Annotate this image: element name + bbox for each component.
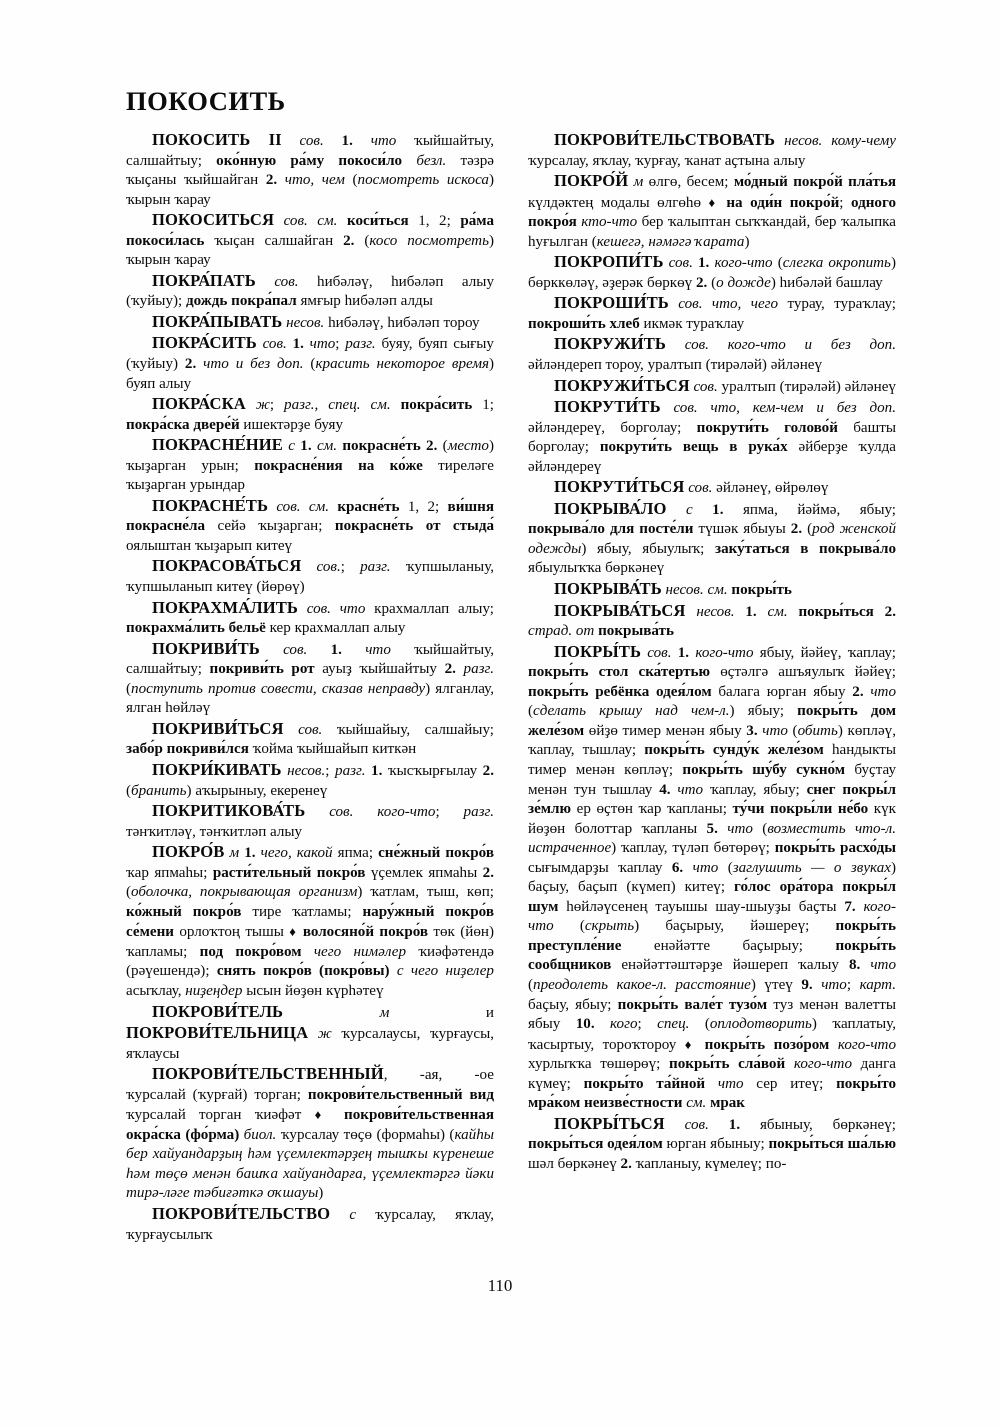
dictionary-entry: ПОКРАСОВА́ТЬСЯ сов.; разг. ҡупшыланыу, ҡупшыланып китеү (йөрөү) <box>126 556 495 596</box>
left-column <box>126 130 494 1270</box>
page-number: 110 <box>487 1276 513 1295</box>
dictionary-entry: ПОКРОВИ́ТЕЛЬСТВЕННЫЙ, -ая, -ое ҡурсалай (ҡурғай) торган; покрови́тельственный вид ҡурсалай торган ҡиәфәт ♦ покрови́тельственная окра́ска (фо́рма) биол. ҡурсалау төҫө (формаһы) (кайһы бер хайуандарҙың һәм үҫемлектәрҙең тышҡы күренеше һәм төҫө менән башҡа хайуандарға, үҫемлектәргә йәки тирә-ләге тәбиғәткә оҡшауы) <box>126 1064 495 1202</box>
dictionary-entry: ПОКРОВИ́ТЕЛЬСТВО с ҡурсалау, яҡлау, ҡурғаусылыҡ <box>126 1203 494 1243</box>
text-columns <box>126 130 896 1270</box>
dictionary-entry: ПОКРУТИ́ТЬ сов. что, кем-чем и без доп. әйләндереү, борголау; покрути́ть голово́й башты борголау; покрути́ть вещь в рука́х әйберҙе ҡулда әйләндереү <box>528 397 896 475</box>
dictionary-entry: ПОКОСИТЬСЯ сов. см. коси́ться 1, 2; ра́ма покоси́лась ҡыҫан салшайган 2. (косо посмотреть) ҡырын ҡарау <box>126 210 495 269</box>
dictionary-entry: ПОКРОПИ́ТЬ сов. 1. кого-что (слегка окропить) бөрккөләү, әҙерәк бөркөү 2. (о дожде) һибәләй башлау <box>528 252 896 291</box>
dictionary-entry: ПОКРИВИ́ТЬСЯ сов. ҡыйшайыу, салшайыу; забо́р покриви́лся ҡойма ҡыйшайып киткән <box>126 718 494 758</box>
dictionary-entry: ПОКРИ́КИВАТЬ несов.; разг. 1. ҡысҡырғылау 2. (бранить) аҡырыныу, екеренеү <box>126 759 494 799</box>
dictionary-entry: ПОКРУТИ́ТЬСЯ сов. әйләнеү, өйрөлөү <box>554 477 829 497</box>
dictionary-entry: ПОКРЫВА́ТЬ несов. см. покры́ть <box>554 579 792 599</box>
dictionary-entry: ПОКРЫ́ТЬСЯ сов. 1. ябыныу, бөркәнеү; покры́ться одея́лом юрган ябыныу; покры́ться ша́лью шәл бөркәнеү 2. ҡапланыу, күмелеү; по- <box>528 1113 897 1172</box>
dictionary-entry: ПОКРА́СИТЬ сов. 1. что; разг. буяу, буяп сығыу (ҡуйыу) 2. что и без доп. (красить некоторое время) буяп алыу <box>126 333 494 392</box>
dictionary-entry: ПОКРУЖИ́ТЬ сов. кого-что и без доп. әйләндереп тороу, уралтып (тирәләй) әйләнеү <box>528 334 896 374</box>
dictionary-entry: ПОКРОШИ́ТЬ сов. что, чего турау, тураҡлау; покроши́ть хлеб икмәк тураҡлау <box>528 293 896 332</box>
dictionary-entry: ПОКРУЖИ́ТЬСЯ сов. уралтып (тирәләй) әйләнеү <box>554 375 896 395</box>
dictionary-entry: ПОКРИВИ́ТЬ сов. 1. что ҡыйшайтыу, салшайтыу; покриви́ть рот ауыҙ ҡыйшайтыу 2. разг. (поступить против совести, сказав неправду) ялганлау, ялган һөйләү <box>126 638 494 717</box>
dictionary-entry: ПОКРЫ́ТЬ сов. 1. кого-что ябыу, йәйеү, ҡаплау; покры́ть стол ска́тертью өҫтәлгә ашъяулыҡ йәйеү; покры́ть ребёнка одея́лом балага юрган ябыу 2. что (сделать крышу над чем-л.) ябыу; покры́ть дом желе́зом өйҙө тимер менән ябыу 3. что (обить) көпләү, ҡаплау, тышлау; покры́ть сунду́к желе́зом һандыкты тимер менән көпләү; покры́ть шу́бу сукно́м буҫтау менән тун тышлау 4. что ҡаплау, ябыу; снег покры́л зе́млю ер өҫтөн ҡар ҡапланы; ту́чи покры́ли не́бо күк йөҙөн болоттар ҡапланы 5. что (возместить что-л. истраченное) ҡаплау, түләп бөтөрөү; покры́ть расхо́ды сығымдарҙы ҡаплау 6. что (заглушить — о звуках) баҫыу, баҫып (күмеп) китеү; го́лос ора́тора покры́л шум һөйләүсенең тауышы шау-шыуҙы баҫты 7. кого-что (скрыть) баҫырыу, йәшереү; покры́ть преступле́ние енәйәтте баҫырыу; покры́ть сообщников енәйәттәштәрҙе йәшереп ҡалыу 8. что (преодолеть какое-л. расстояние) үтеү 9. что; карт. баҫыу, ябыу; покры́ть вале́т тузо́м туз менән валетты ябыу 10. кого; спец. (оплодотворить) ҡаплатыу, ҡасыртыу, тороҡтороу ♦ покры́ть позо́ром кого-что хурлыҡҡа төшөрөү; покры́ть сла́вой кого-что данга күмеү; покры́то та́йной что сер итеү; покры́то мра́ком неизве́стности см. мрак <box>528 641 897 1112</box>
dictionary-entry: ПОКРА́ПАТЬ сов. һибәләү, һибәләп алыу (ҡуйыу); дождь покра́пал ямғыр һибәләп алды <box>126 270 494 310</box>
dictionary-entry: ПОКРОВИ́ТЕЛЬ м и ПОКРОВИ́ТЕЛЬНИЦА ж ҡурсалаусы, ҡурғаусы, яҡлаусы <box>126 1001 494 1062</box>
dictionary-entry: ПОКРА́ПЫВАТЬ несов. һибәләү, һибәләп тороу <box>152 311 480 331</box>
dictionary-entry: ПОКРАСНЕ́ТЬ сов. см. красне́ть 1, 2; ви́шня покрасне́ла сейә ҡыҙарган; покрасне́ть от стыда́ оялыштан ҡыҙарып китеү <box>126 495 495 554</box>
dictionary-entry: ПОКРА́СКА ж; разг., спец. см. покра́сить 1; покра́ска двере́й ишектәрҙе буяу <box>126 394 495 433</box>
dictionary-entry: ПОКРАСНЕ́НИЕ с 1. см. покрасне́ть 2. (место) ҡыҙарган урын; покрасне́ния на ко́же тиреләге ҡыҙарган урындар <box>126 435 495 494</box>
dictionary-entry: ПОКРЫВА́ТЬСЯ несов. 1. см. покры́ться 2. страд. от покрыва́ть <box>528 600 896 640</box>
dictionary-entry: ПОКРИТИКОВА́ТЬ сов. кого-что; разг. тәнҡитләү, тәнҡитләп алыу <box>126 801 494 840</box>
running-head: ПОКОСИТЬ <box>126 86 286 116</box>
dictionary-entry: ПОКРО́В м 1. чего, какой япма; сне́жный покро́в ҡар япмаһы; расти́тельный покро́в үҫемлек япмаһы 2. (оболочка, покрывающая организм) ҡатлам, тыш, көп; ко́жный покро́в тире ҡатламы; нару́жный покро́в се́мени орлоҡтоң тышы ♦ волосяно́й покро́в төк (йөн) ҡапламы; под покро́вом чего нимәлер ҡиәфәтендә (рәүешендә); снять покро́в (покро́вы) с чего ниҙелер асыҡлау, ниҙеңдер ысын йөҙөн күрһәтеү <box>126 842 495 999</box>
right-column <box>528 130 896 1270</box>
dictionary-entry: ПОКРЫВА́ЛО с 1. япма, йәймә, ябыу; покрыва́ло для посте́ли түшәк ябыуы 2. (род женской одежды) ябыу, ябыулыҡ; заку́таться в покрыва́ло ябыулыҡҡа бөркәнеү <box>528 498 897 577</box>
dictionary-entry: ПОКРО́Й м өлгө, бесем; мо́дный покро́й пла́тья күлдәктең модалы өлгөһө ♦ на оди́н покро́й; одного покро́я кто-что бер ҡалыптан сыҡҡандай, бер ҡалыпка һуғылган (кешегә, нәмәгә ҡарата) <box>528 171 897 250</box>
dictionary-entry: ПОКРОВИ́ТЕЛЬСТВОВАТЬ несов. кому-чему ҡурсалау, яҡлау, ҡурғау, ҡанат аҫтына алыу <box>528 130 896 169</box>
dictionary-entry: ПОКОСИТЬ II сов. 1. что ҡыйшайтыу, салшайтыу; око́нную ра́му покоси́ло безл. тәзрә ҡыҫаны ҡыйшайган 2. что, чем (посмотреть искоса) ҡырын ҡарау <box>126 130 494 208</box>
dictionary-entry: ПОКРАХМА́ЛИТЬ сов. что крахмаллап алыу; покрахма́лить бельё кер крахмаллап алыу <box>126 597 494 637</box>
